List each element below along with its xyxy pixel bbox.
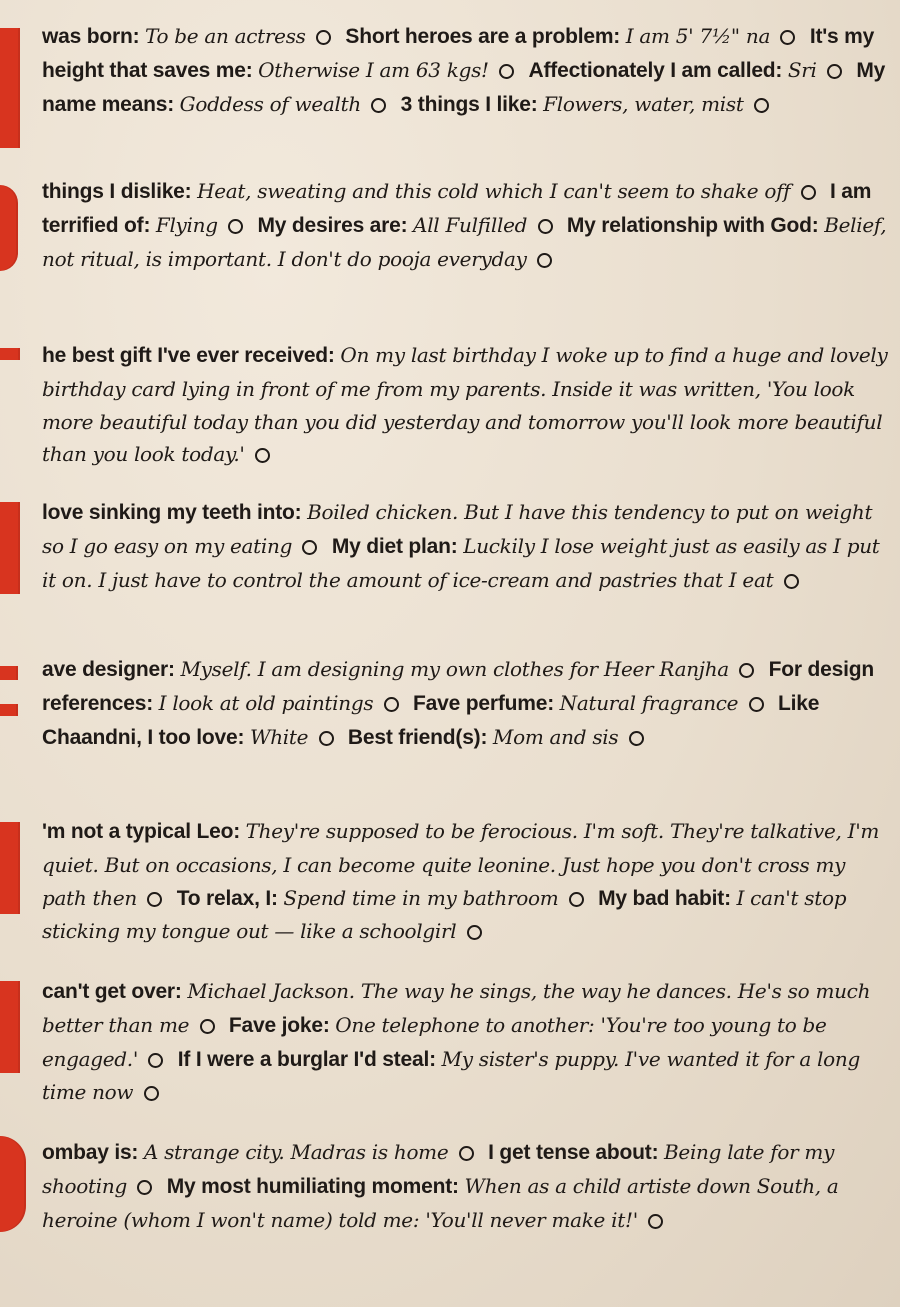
answer-text: Flying	[155, 212, 218, 237]
question-label: I get tense about:	[488, 1141, 665, 1164]
answer-text: Michael Jackson. The way he sings, the way he dances. He's so much better than me	[42, 979, 871, 1037]
question-label: can't get over:	[42, 980, 188, 1003]
question-label: If I were a burglar I'd steal:	[177, 1047, 442, 1071]
question-label: It's my height that saves me:	[42, 25, 875, 82]
dropcap-i-2	[0, 502, 20, 594]
circle-bullet-icon	[537, 253, 552, 268]
question-label: My diet plan:	[331, 534, 464, 558]
circle-bullet-icon	[499, 64, 514, 79]
dropcap-i-1	[0, 28, 20, 148]
question-label: Like Chaandni, I too love:	[42, 691, 820, 749]
question-label: Affectionately I am called:	[528, 58, 788, 82]
answer-text: Otherwise I am 63 kgs!	[258, 57, 489, 82]
question-label: My name means:	[42, 58, 886, 116]
question-label: My relationship with God:	[566, 213, 825, 237]
circle-bullet-icon	[569, 892, 584, 907]
dropcap-f-mid	[0, 704, 18, 716]
dropcap-b-2	[0, 1136, 26, 1232]
question-label: My desires are:	[257, 213, 414, 237]
answer-text: Mom and sis	[492, 724, 619, 749]
circle-bullet-icon	[467, 925, 482, 940]
answer-text: My sister's puppy. I've wanted it for a long time now	[42, 1046, 860, 1105]
circle-bullet-icon	[784, 574, 799, 589]
paragraph-acting	[42, 20, 894, 121]
answer-text: I can't stop sticking my tongue out — like a schoolgirl	[42, 885, 847, 944]
circle-bullet-icon	[827, 64, 842, 79]
circle-bullet-icon	[648, 1214, 663, 1229]
answer-text: Boiled chicken. But I have this tendency to put on weight so I go easy on my eating	[42, 500, 873, 558]
dropcap-i-4	[0, 981, 20, 1073]
dropcap-i-3	[0, 822, 20, 914]
question-label: To relax, I:	[176, 886, 284, 910]
question-label: things I dislike:	[42, 180, 198, 203]
answer-text: I am 5' 7½" na	[625, 24, 771, 48]
answer-text: Sri	[787, 57, 817, 82]
answer-text: Goddess of wealth	[179, 91, 361, 116]
answer-text: On my last birthday I woke up to find a huge and lovely birthday card lying in front of me from my parents. Inside it was written, 'You look more beautiful today than you did yesterday and tomorrow you'll look more beautiful than you look today.'	[42, 343, 888, 467]
question-label: For design references:	[42, 658, 874, 715]
circle-bullet-icon	[629, 731, 644, 746]
circle-bullet-icon	[147, 892, 162, 907]
circle-bullet-icon	[780, 30, 795, 45]
answer-text: All Fulfilled	[413, 212, 528, 237]
circle-bullet-icon	[255, 448, 270, 463]
answer-text: Spend time in my bathroom	[283, 885, 559, 910]
question-label: ombay is:	[42, 1141, 144, 1164]
paragraph-design	[42, 653, 894, 754]
answer-text: To be an actress	[145, 24, 306, 48]
question-label: love sinking my teeth into:	[42, 501, 308, 524]
circle-bullet-icon	[228, 219, 243, 234]
answer-text: Luckily I lose weight just as easily as I put it on. I just have to control the amount of ice-cream and pastries that I eat	[42, 533, 880, 592]
dropcap-f-top	[0, 666, 18, 680]
paragraph-bombay	[42, 1136, 894, 1236]
answer-text: They're supposed to be ferocious. I'm soft. They're talkative, I'm quiet. But on occasions, I can become quite leonine. Just hope you don't cross my path then	[42, 819, 880, 910]
question-label: My most humiliating moment:	[166, 1174, 465, 1198]
question-label: he best gift I've ever received:	[42, 344, 341, 367]
answer-text: I look at old paintings	[158, 690, 374, 715]
answer-text: Flowers, water, mist	[543, 91, 744, 116]
circle-bullet-icon	[754, 98, 769, 113]
circle-bullet-icon	[316, 30, 331, 45]
circle-bullet-icon	[459, 1146, 474, 1161]
circle-bullet-icon	[148, 1053, 163, 1068]
circle-bullet-icon	[538, 219, 553, 234]
answer-text: White	[249, 724, 309, 749]
question-label: Fave joke:	[228, 1013, 336, 1037]
circle-bullet-icon	[302, 540, 317, 555]
circle-bullet-icon	[749, 697, 764, 712]
answer-text: Natural fragrance	[559, 690, 739, 715]
question-label: ave designer:	[42, 658, 181, 681]
answer-text: A strange city. Madras is home	[143, 1140, 449, 1164]
circle-bullet-icon	[319, 731, 334, 746]
circle-bullet-icon	[739, 663, 754, 678]
question-label: My bad habit:	[598, 886, 737, 910]
question-label: Best friend(s):	[347, 725, 493, 749]
circle-bullet-icon	[144, 1086, 159, 1101]
circle-bullet-icon	[801, 185, 816, 200]
question-label: Fave perfume:	[413, 691, 560, 715]
paragraph-gift	[42, 339, 894, 471]
question-label: 'm not a typical Leo:	[42, 820, 246, 843]
question-label: was born:	[42, 25, 146, 48]
paragraph-dislikes	[42, 175, 894, 275]
question-label: Short heroes are a problem:	[345, 25, 626, 48]
answer-text: Myself. I am designing my own clothes for Heer Ranjha	[180, 657, 729, 681]
answer-text: One telephone to another: 'You're too young to be engaged.'	[42, 1012, 827, 1071]
dropcap-t	[0, 348, 20, 360]
circle-bullet-icon	[384, 697, 399, 712]
paragraph-food	[42, 496, 894, 596]
circle-bullet-icon	[200, 1019, 215, 1034]
paragraph-jackson	[42, 975, 894, 1109]
circle-bullet-icon	[137, 1180, 152, 1195]
question-label: 3 things I like:	[400, 92, 544, 116]
answer-text: When as a child artiste down South, a heroine (whom I won't name) told me: 'You'll never make it!'	[42, 1173, 839, 1232]
answer-text: Heat, sweating and this cold which I can't seem to shake off	[197, 179, 791, 203]
circle-bullet-icon	[371, 98, 386, 113]
answer-text: Belief, not ritual, is important. I don't do pooja everyday	[42, 212, 887, 271]
question-label: I am terrified of:	[42, 180, 872, 237]
dropcap-b-1	[0, 185, 18, 271]
paragraph-leo	[42, 815, 894, 948]
answer-text: Being late for my shooting	[42, 1140, 835, 1198]
